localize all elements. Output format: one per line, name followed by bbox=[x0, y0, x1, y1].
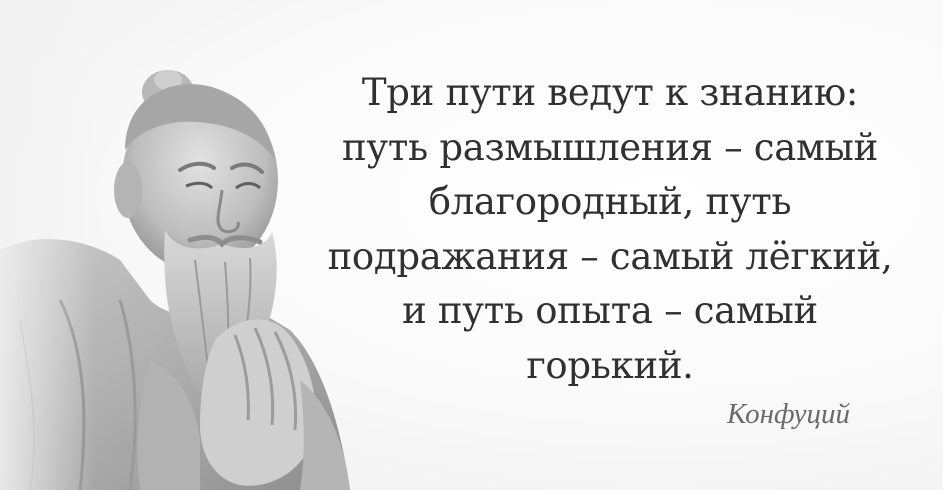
quote-line-6: горький. bbox=[526, 343, 694, 387]
quote-line-4: подражания – самый лёгкий, bbox=[327, 234, 893, 278]
quote-line-3: благородный, путь bbox=[428, 180, 792, 223]
author-signature: Конфуций bbox=[727, 398, 851, 430]
quote-line-1: Три пути ведут к знанию: bbox=[361, 71, 859, 114]
quote-line-5: и путь опыта – самый bbox=[402, 289, 818, 332]
quote-line-2: путь размышления – самый bbox=[342, 125, 878, 169]
quote-text-block bbox=[300, 66, 920, 393]
